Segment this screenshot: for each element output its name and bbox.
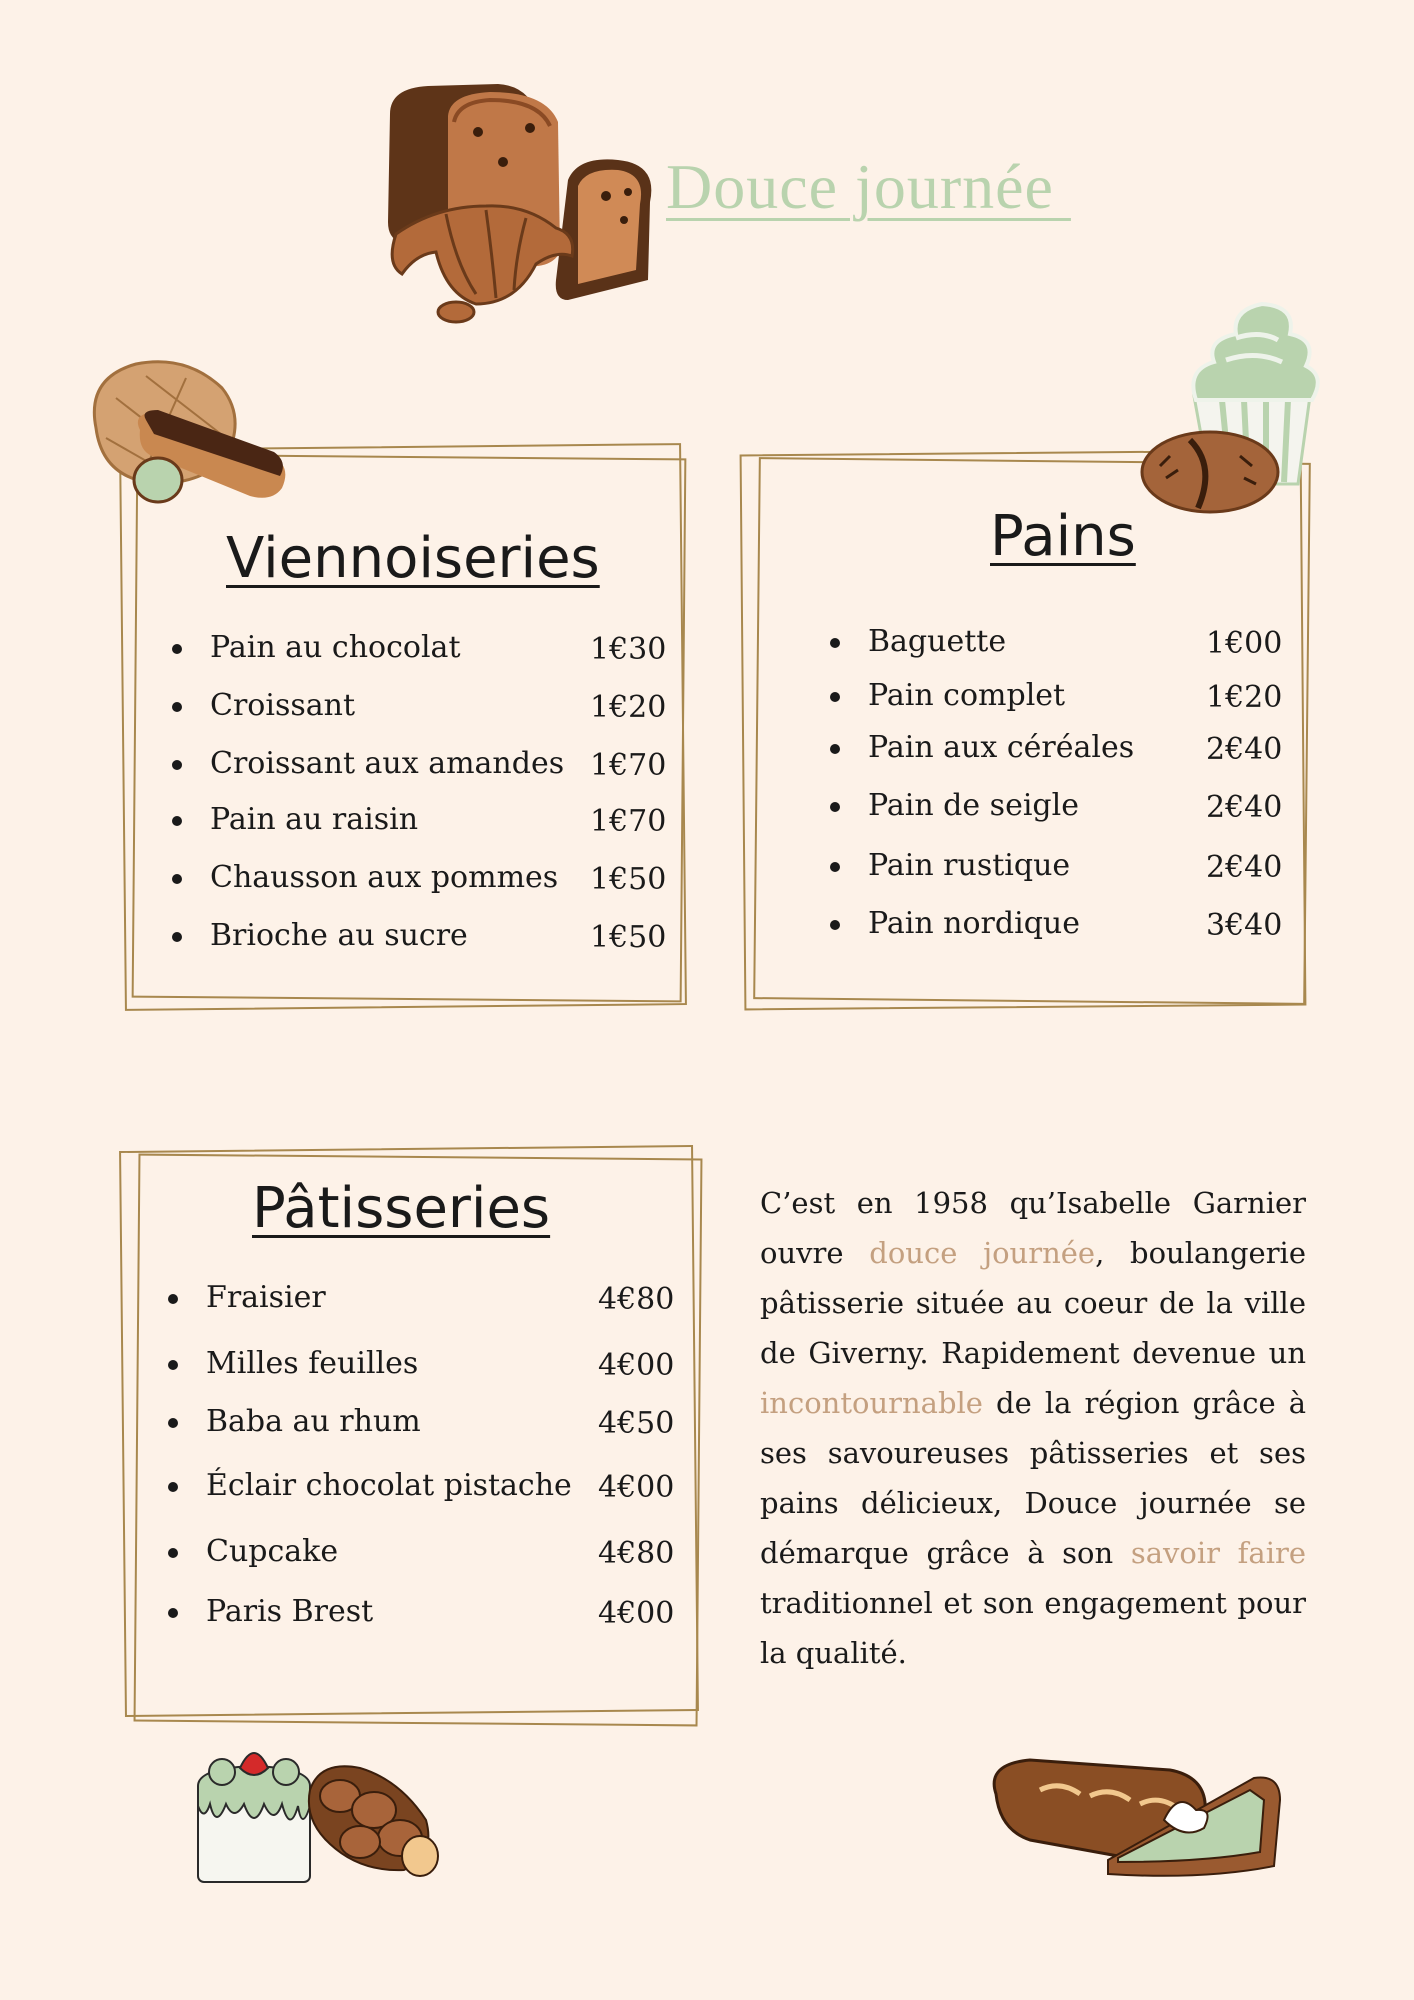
pains-item-price: 1€20: [1206, 680, 1283, 715]
pains-item-price: 2€40: [1206, 790, 1283, 825]
bullet-icon: [168, 1360, 178, 1370]
pains-item-name: Baguette: [868, 624, 1007, 659]
bullet-icon: [830, 692, 840, 702]
pains-item-name: Pain rustique: [868, 848, 1071, 883]
croissant-icon: [376, 194, 596, 324]
pains-item-name: Pain complet: [868, 678, 1066, 713]
pains-item-name: Pain nordique: [868, 906, 1080, 941]
patisseries-heading: Pâtisseries: [252, 1176, 551, 1241]
bullet-icon: [168, 1418, 178, 1428]
viennoiseries-item-price: 1€30: [590, 632, 667, 667]
patisseries-item-price: 4€00: [598, 1348, 675, 1383]
about-text-1: C’est en 1958 qu’Isabelle Garnier ouvre: [760, 1186, 1306, 1270]
pains-heading: Pains: [990, 504, 1136, 569]
bullet-icon: [172, 932, 182, 942]
bullet-icon: [168, 1294, 178, 1304]
braided-brioche-icon: [300, 1760, 440, 1880]
round-bread-icon: [1140, 426, 1280, 516]
patisseries-item-name: Éclair chocolat pistache: [206, 1468, 572, 1503]
about-highlight-name: douce journée: [869, 1236, 1096, 1270]
pains-item-price: 3€40: [1206, 908, 1283, 943]
bullet-icon: [172, 874, 182, 884]
bullet-icon: [168, 1608, 178, 1618]
patisseries-item-name: Fraisier: [206, 1280, 326, 1315]
patisseries-item-price: 4€00: [598, 1596, 675, 1631]
patisseries-item-name: Baba au rhum: [206, 1404, 421, 1439]
pains-item-name: Pain aux céréales: [868, 730, 1135, 765]
viennoiseries-item-price: 1€20: [590, 690, 667, 725]
bullet-icon: [172, 702, 182, 712]
about-paragraph: [760, 1178, 1306, 1678]
viennoiseries-item-price: 1€50: [590, 920, 667, 955]
about-text-4: traditionnel et son engagement pour la qualité.: [760, 1586, 1306, 1670]
bullet-icon: [172, 644, 182, 654]
bullet-icon: [830, 862, 840, 872]
bullet-icon: [830, 744, 840, 754]
about-highlight-savoir-faire: savoir faire: [1130, 1536, 1306, 1570]
about-highlight-incontournable: incontournable: [760, 1386, 983, 1420]
viennoiseries-item-name: Croissant aux amandes: [210, 746, 565, 781]
bullet-icon: [830, 920, 840, 930]
viennoiseries-item-price: 1€70: [590, 804, 667, 839]
viennoiseries-item-price: 1€50: [590, 862, 667, 897]
viennoiseries-heading: Viennoiseries: [226, 526, 600, 591]
patisseries-item-name: Cupcake: [206, 1534, 339, 1569]
viennoiseries-item-name: Brioche au sucre: [210, 918, 468, 953]
pains-item-name: Pain de seigle: [868, 788, 1079, 823]
bullet-icon: [168, 1482, 178, 1492]
patisseries-item-price: 4€00: [598, 1470, 675, 1505]
bullet-icon: [172, 816, 182, 826]
patisseries-item-price: 4€50: [598, 1406, 675, 1441]
patisseries-item-price: 4€80: [598, 1282, 675, 1317]
bullet-icon: [172, 760, 182, 770]
page-title: Douce journée: [666, 151, 1071, 222]
viennoiseries-item-name: Croissant: [210, 688, 356, 723]
pains-item-price: 2€40: [1206, 850, 1283, 885]
bullet-icon: [830, 638, 840, 648]
viennoiseries-item-price: 1€70: [590, 748, 667, 783]
patisseries-item-name: Paris Brest: [206, 1594, 374, 1629]
eclair-icon: [132, 410, 302, 510]
pains-item-price: 1€00: [1206, 626, 1283, 661]
viennoiseries-item-name: Pain au raisin: [210, 802, 419, 837]
about-text-3: de la région grâce à ses savoureuses pâtisseries et ses pains délicieux, Douce journée se démarque grâce à son: [760, 1386, 1306, 1570]
viennoiseries-item-name: Chausson aux pommes: [210, 860, 559, 895]
pains-item-price: 2€40: [1206, 732, 1283, 767]
tart-slice-icon: [1104, 1770, 1294, 1880]
patisseries-item-name: Milles feuilles: [206, 1346, 419, 1381]
about-text-2: , boulangerie pâtisserie située au coeur de la ville de Giverny. Rapidement devenue un: [760, 1236, 1306, 1370]
bullet-icon: [168, 1548, 178, 1558]
patisseries-item-price: 4€80: [598, 1536, 675, 1571]
viennoiseries-item-name: Pain au chocolat: [210, 630, 461, 665]
bullet-icon: [830, 802, 840, 812]
